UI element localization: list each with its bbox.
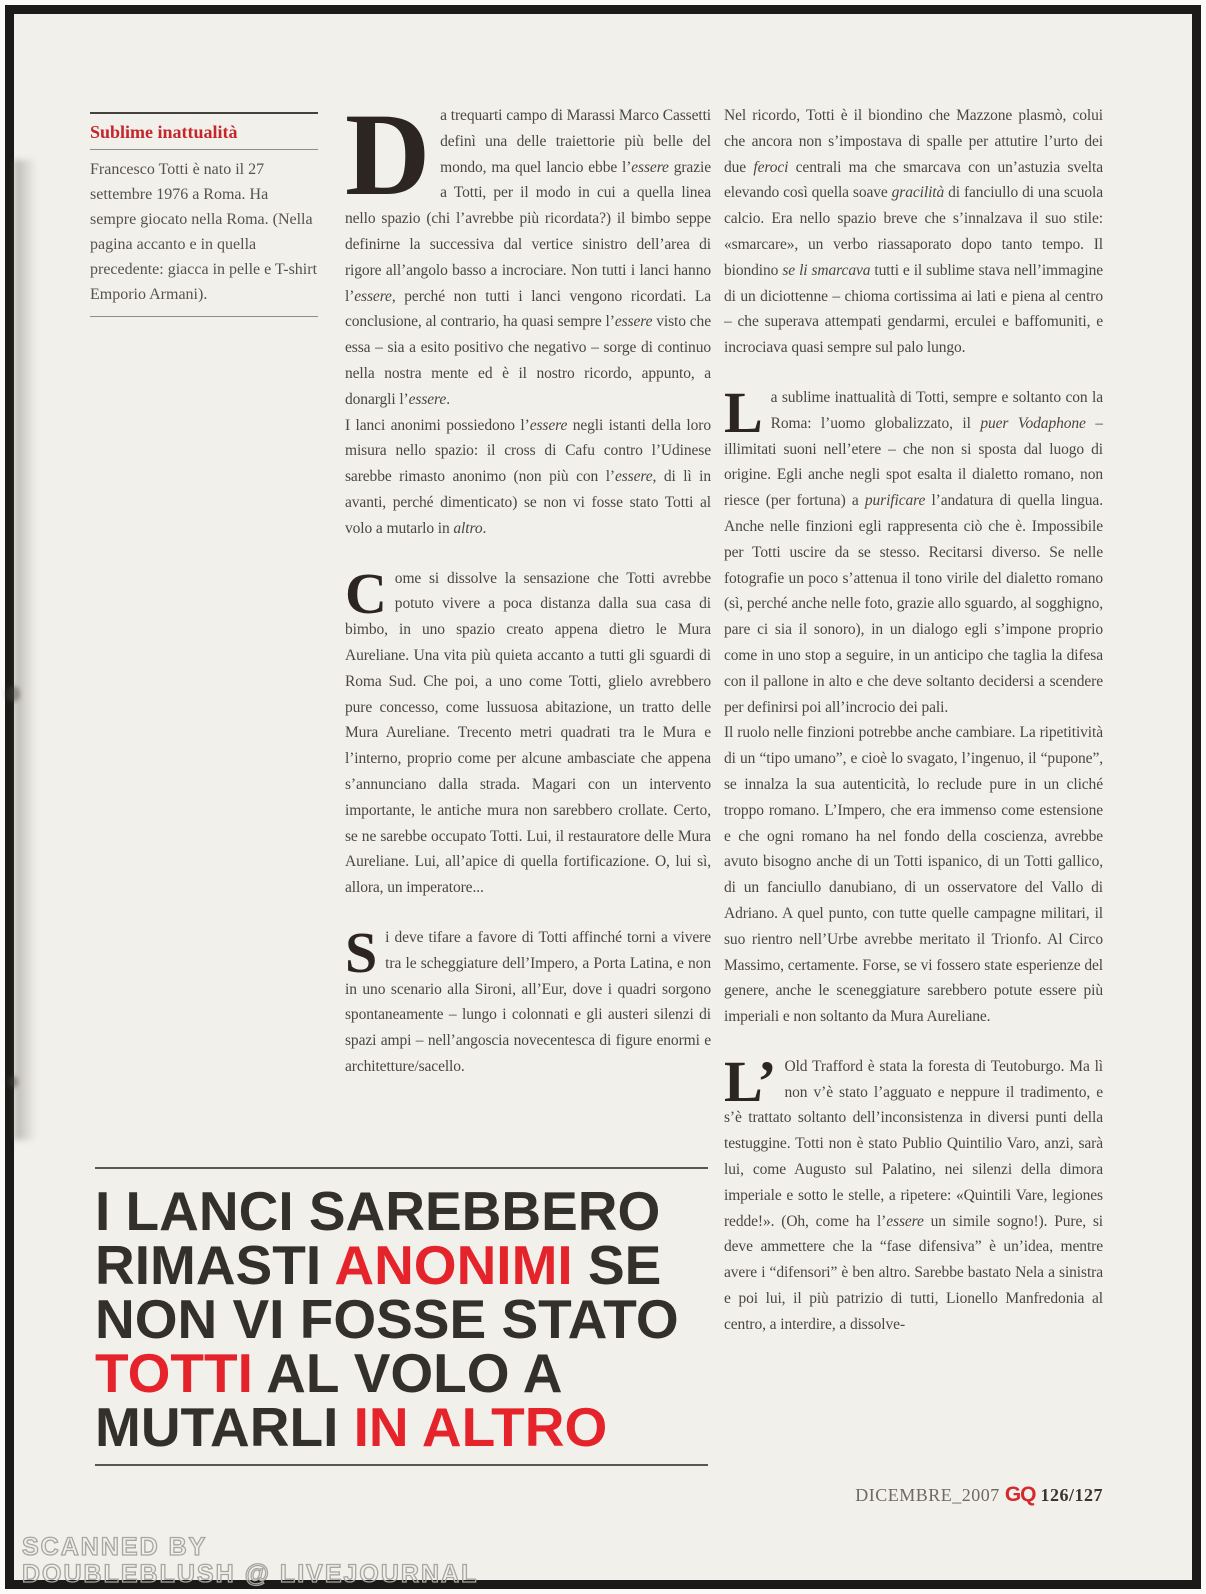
article-column-left (345, 103, 711, 1161)
body-text: i deve tifare a favore di Totti affinché torni a vivere tra le scheggiature dell’Impero, a Porta Latina, e non in uno scenario alla Sironi, all’Eur, dove i quadri sorgono spontaneamente – lungo i colonnati e gli austeri silenzi di spazi ampi – nell’angoscia novecentesca di figure enormi e architetture/sacello. (345, 928, 711, 1075)
footer-issue: DICEMBRE_2007 (855, 1485, 1000, 1505)
italic-text: essere (354, 287, 392, 305)
pullquote-line (95, 1180, 715, 1242)
italic-text: altro (453, 519, 483, 537)
pullquote-text: NON VI FOSSE STATO (95, 1288, 679, 1350)
footer-page-numbers: 126/127 (1040, 1485, 1103, 1505)
info-box (90, 112, 318, 317)
paragraph (724, 1048, 1103, 1338)
info-box-heading: Sublime inattualità (90, 122, 238, 142)
article-column-right (724, 103, 1103, 1475)
italic-text: essere (614, 468, 653, 486)
paragraph (345, 413, 711, 542)
body-text: negli istanti della loro misura nello spazio: il cross di Cafu contro l’Udinese sarebbe rimasto anonimo (non più con l’ (345, 416, 711, 486)
body-text: un simile sogno!). Pure, si deve ammettere che la “fase difensiva” è un’idea, mentre avere i “difensori” è ben altro. Sarebbe bastato Nela a sinistra e poi lui, il più patrizio di tutti, Lionello Manfredonia al centro, a interdire, a dissolve- (724, 1212, 1103, 1333)
info-box-divider (90, 149, 318, 150)
paragraph (724, 379, 1103, 720)
pullquote-highlight: IN ALTRO (353, 1396, 608, 1458)
italic-text: essere (614, 313, 653, 331)
scan-smudge (8, 1076, 18, 1088)
info-box-text: Francesco Totti è nato il 27 settembre 1976 a Roma. Ha sempre giocato nella Roma. (Nella pagina accanto e in quella precedente: giacca in pelle e T-shirt Emporio Armani). (90, 161, 318, 303)
italic-text: purificare (864, 492, 926, 510)
pullquote-text: RIMASTI (95, 1234, 335, 1296)
paragraph (345, 560, 711, 901)
pullquote-text: AL VOLO A (252, 1342, 563, 1404)
body-text: Nel ricordo, Totti è il biondino che Mazzone plasmò, colui che ancora non s’impostava di spalle per attutire l’urto dei due (724, 107, 1103, 176)
body-text: , di lì in avanti, perché dimenticato) se non vi fosse stato Totti al volo a mutarlo in (345, 468, 711, 537)
drop-cap: D (345, 103, 431, 220)
body-text: l’andatura di quella lingua. Anche nelle finzioni egli rappresenta ciò che è. Impossibile per Totti uscire da se stesso. Recitarsi diverso. Se nelle fotografie un poco s’attenua il tono virile del dialetto romano (sì, perché anche nelle foto, grazie allo sguardo, al sogghigno, pare ci sia il sonoro), in un dialogo egli s’impone proprio come in uno stop a seguire, in un anticipo che taglia la difesa con il pallone in alto e che deve soltanto decidersi a scendere per definirsi poi all’incrocio dei pali. (724, 492, 1103, 716)
drop-cap: L (724, 379, 763, 445)
drop-cap: C (345, 560, 387, 626)
pullquote-line (95, 1234, 715, 1296)
body-text: di fanciullo di una scuola calcio. Era nello spazio breve che s’innalzava il suo stile: «smarcare», un verbo riassaporato dopo tanto tempo. Il biondino (724, 184, 1103, 279)
body-text: visto che essa – sia a esito positivo che negativo – sorge di continuo nella nostra mente ed è il nostro ricordo, appunto, a donargli l’ (345, 313, 711, 408)
pullquote (95, 1180, 715, 1458)
italic-text: essere (529, 416, 568, 434)
page-footer (724, 1484, 1103, 1506)
pullquote-text: MUTARLI (95, 1396, 354, 1458)
italic-text: essere (886, 1212, 924, 1230)
info-box-bottom-rule (90, 316, 318, 317)
italic-text: essere (631, 158, 669, 176)
pullquote-text: I LANCI SAREBBERO (95, 1180, 661, 1242)
body-text: I lanci anonimi possiedono l’ (345, 416, 530, 434)
drop-cap: S (345, 919, 378, 985)
italic-text: gracilità (891, 184, 945, 202)
italic-text: essere (408, 390, 447, 408)
body-text: – illimitati suoni nell’etere – che non si sposta dal luogo di origine. Egli anche negli spot esalta il dialetto romano, non riesce (per fortuna) a (724, 414, 1103, 510)
body-text: Old Trafford è stata la foresta di Teutoburgo. Ma lì non v’è stato l’agguato e neppure il tradimento, e s’è trattato soltanto dell’inconsistenza in diversi punti della testuggine. Totti non è stato Publio Quintilio Varo, anzi, sarà lui, come Augusto sul Palatino, nei silenzi della dimora imperiale e sotto le stelle, a ripetere: «Quintili Vare, legiones redde!». (Oh, come ha l’ (724, 1057, 1103, 1230)
pullquote-highlight: TOTTI (95, 1342, 253, 1404)
body-text: . (482, 519, 487, 537)
pullquote-text: SE (572, 1234, 662, 1296)
body-text: Il ruolo nelle finzioni potrebbe anche cambiare. La ripetitività di un “tipo umano”, e cioè lo svagato, l’ingenuo, il “pupone”, se innalza la sua autenticità, lo reclude pure in un cliché troppo romano. L’Impero, che era immenso come estensione e che ogni romano ha nel fondo della coscienza, avrebbe avuto bisogno anche di un Totti ispanico, di un Totti gallico, di un fanciullo danubiano, di un osservatore del Vallo di Adriano. A quel punto, con tutte quelle campagne militari, il suo rientro nell’Urbe avrebbe meritato il Trionfo. Al Circo Massimo, certamente. Forse, se vi fossero state esperienze del genere, anche le sceneggiature sarebbero potute essere più imperiali e non soltanto da Mura Aureliane. (724, 724, 1103, 1026)
body-text: ome si dissolve la sensazione che Totti avrebbe potuto vivere a poca distanza dalla sua casa di bimbo, in uno spazio creato appena dietro le Mura Aureliane. Una vita più quieta accanto a tutti gli sguardi di Roma Sud. Che poi, a uno come Totti, glielo avrebbero pure concesso, come lussuosa abitazione, un tratto delle Mura Aureliane. Trecento metri quadrati tra le Mura e l’interno, proprio come per alcune ambasciate che appena s’annunciano dalla strada. Magari con un intervento importante, le antiche mura non sarebbero crollate. Certo, se ne sarebbe occupato Totti. Lui, il restauratore delle Mura Aureliane. Lui, all’apice di quella fortificazione. O, lui sì, allora, un imperatore... (345, 569, 711, 897)
paragraph (724, 103, 1103, 361)
watermark-line2: DOUBLEBLUSH @ LIVEJOURNAL (22, 1560, 479, 1588)
paragraph (345, 919, 711, 1080)
pullquote-top-rule (95, 1167, 708, 1169)
info-box-top-rule (90, 112, 318, 114)
watermark-line1: SCANNED BY (22, 1533, 208, 1561)
pullquote-line (95, 1396, 715, 1458)
body-text: . (446, 390, 450, 408)
body-text: tutti e il sublime stava nell’immagine di un diciottenne – chioma cortissima ai lati e piena al centro – che superava attempati gendarmi, erculei e baffomuniti, e incrociava quasi sempre sul palo lungo. (724, 261, 1103, 357)
gq-logo: GQ (1004, 1483, 1036, 1506)
scan-shadow-artifact (14, 160, 36, 1140)
body-text: a trequarti campo di Marassi Marco Cassetti definì una delle traiettorie più belle del mondo, ma quel lancio ebbe l’ (440, 107, 711, 176)
scan-smudge (6, 686, 20, 702)
body-text: grazie a Totti, per il modo in cui a quella linea nello spazio (chi l’avrebbe più ricordata?) il bimbo seppe definirne la successiva dal vertice sinistro dell’area di rigore all’angolo basso a incrociare. Non tutti i lanci hanno l’ (345, 158, 711, 305)
italic-text: se li smarcava (782, 261, 871, 279)
paragraph (345, 103, 711, 413)
body-text: centrali ma che smarcava con un’astuzia svelta elevando così quella soave (724, 158, 1103, 202)
italic-text: feroci (753, 158, 789, 176)
body-text: a sublime inattualità di Totti, sempre e soltanto con la Roma: l’uomo globalizzato, il (770, 388, 1103, 432)
pullquote-highlight: ANONIMI (334, 1234, 573, 1296)
italic-text: puer Vodaphone (980, 414, 1086, 432)
drop-cap: L’ (724, 1048, 777, 1114)
pullquote-line (95, 1288, 715, 1350)
paragraph (724, 720, 1103, 1030)
body-text: , perché non tutti i lanci vengono ricordati. La conclusione, al contrario, ha quasi sempre l’ (345, 287, 711, 331)
scanner-watermark (22, 1534, 478, 1588)
pullquote-bottom-rule (95, 1464, 708, 1466)
pullquote-line (95, 1342, 715, 1404)
